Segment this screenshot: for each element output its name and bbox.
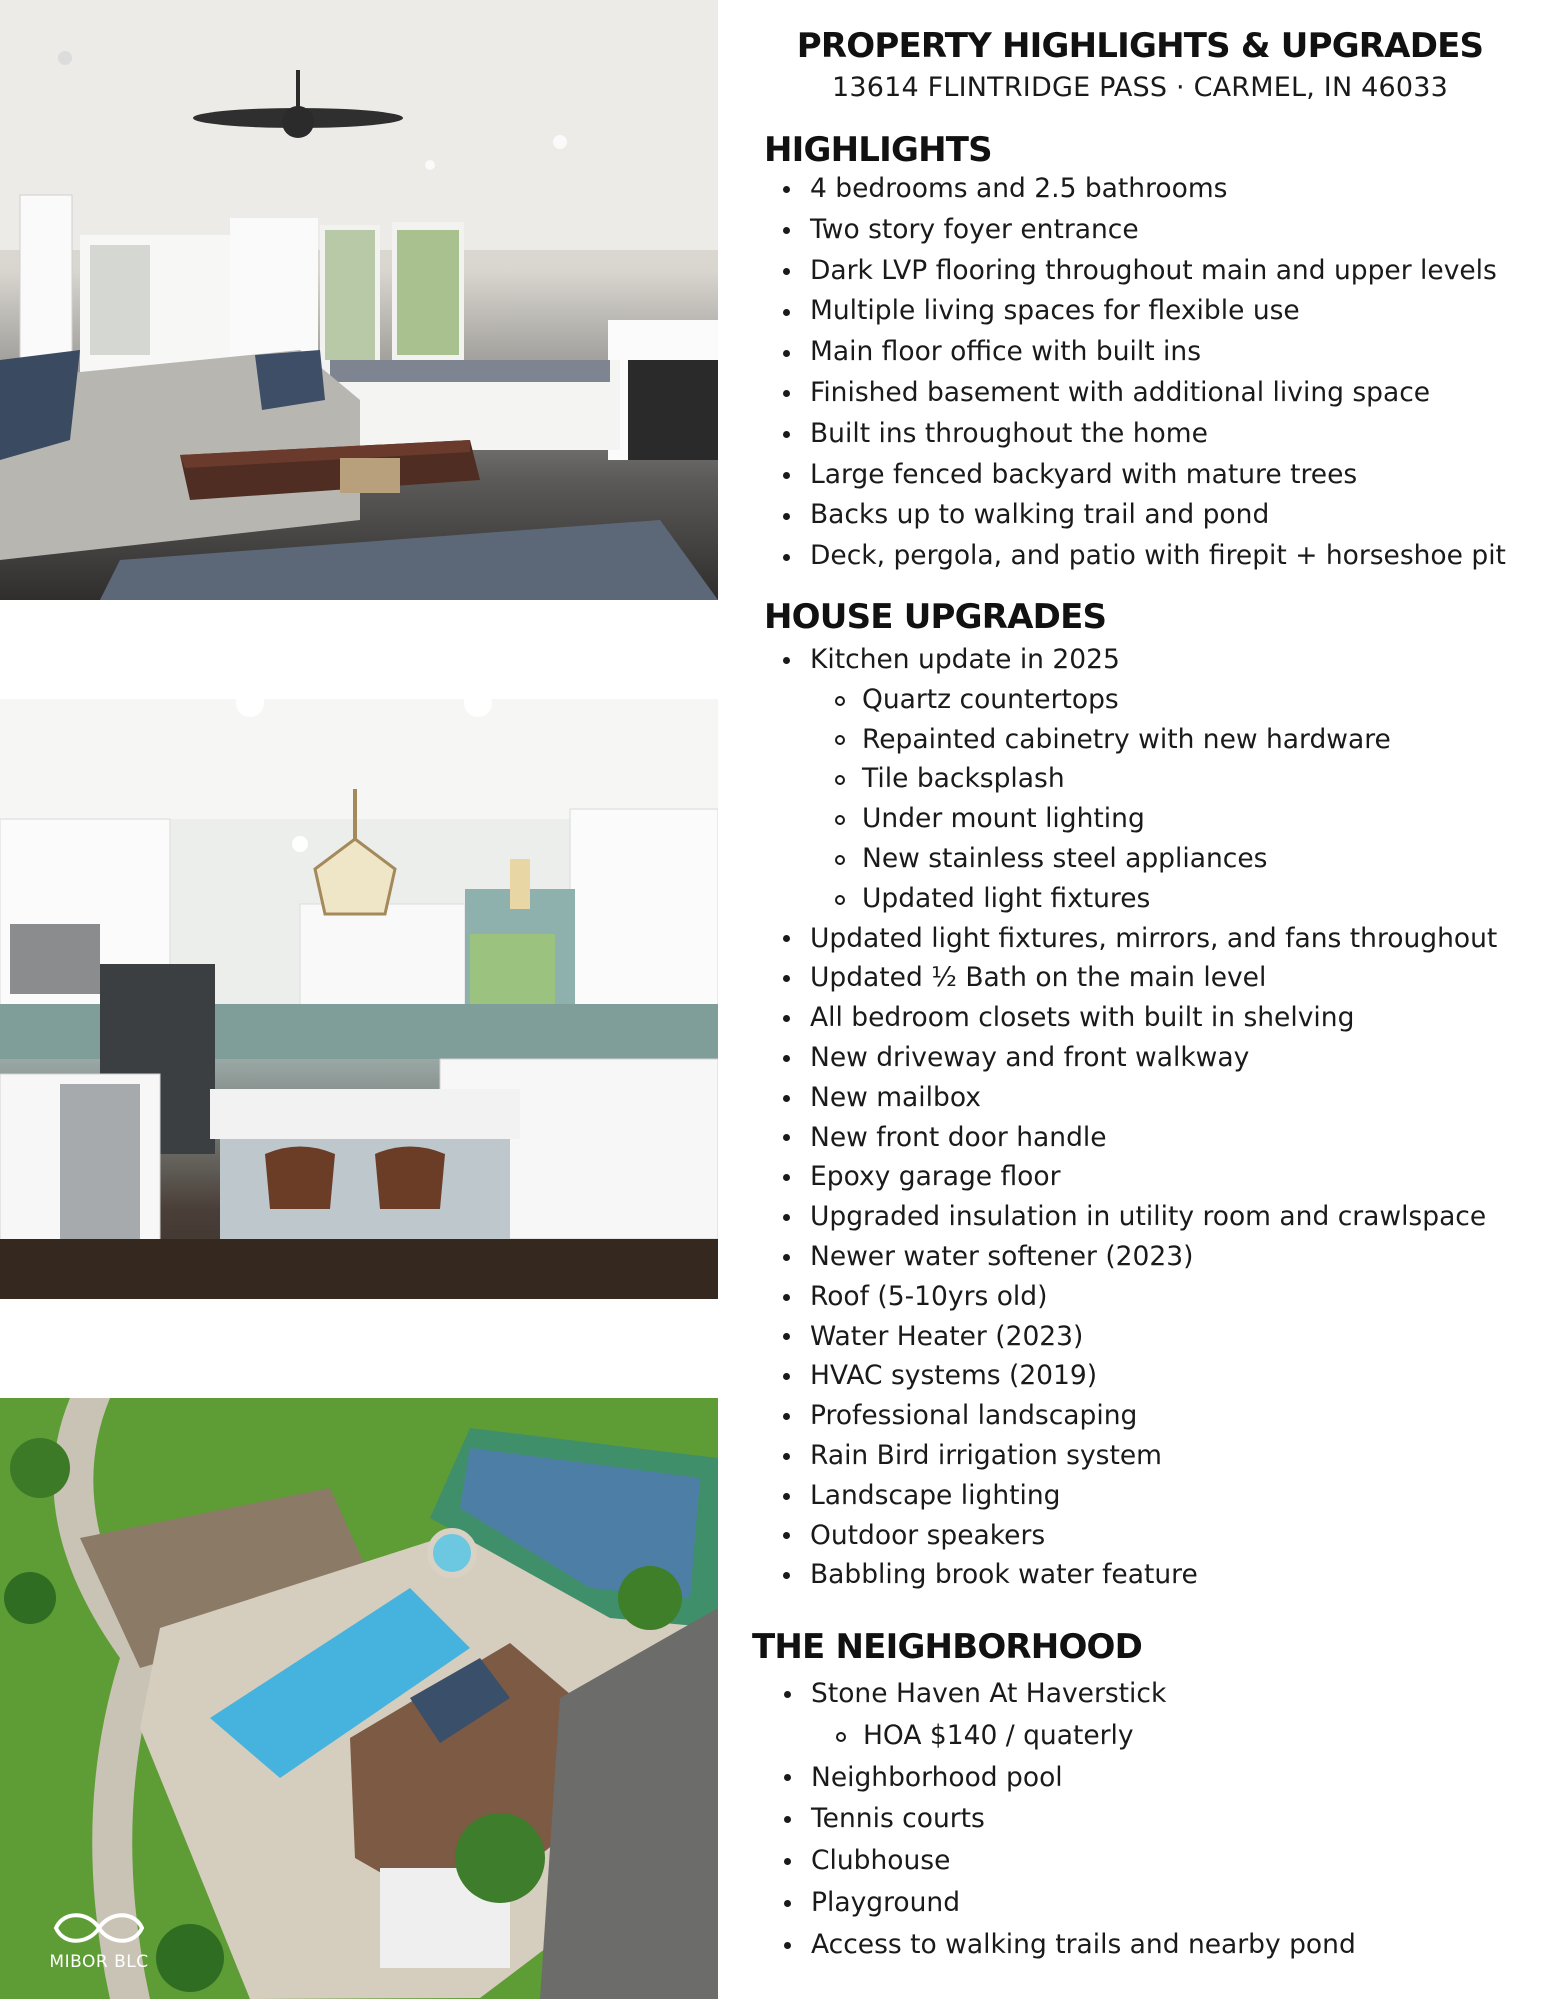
bullet-icon	[783, 186, 790, 193]
bullet-icon	[783, 1174, 790, 1181]
bullet-icon	[783, 657, 790, 664]
list-item-text: Updated light fixtures	[862, 882, 1151, 914]
sub-list-item	[810, 759, 1497, 799]
list-item-text: Multiple living spaces for flexible use	[810, 295, 1300, 327]
hollow-bullet-icon	[835, 735, 845, 745]
bullet-icon	[783, 513, 790, 520]
bullet-icon	[783, 1055, 790, 1062]
list-item	[810, 210, 1506, 251]
bullet-icon	[783, 1413, 790, 1420]
list-item-text: Quartz countertops	[862, 683, 1119, 715]
hollow-bullet-icon	[835, 775, 845, 785]
list-item-text: Tile backsplash	[862, 763, 1065, 795]
sub-list-item	[811, 1715, 1356, 1757]
list-item	[810, 414, 1506, 455]
list-item-text: Epoxy garage floor	[810, 1161, 1061, 1193]
list-item-text: Clubhouse	[811, 1845, 951, 1877]
hollow-bullet-icon	[835, 815, 845, 825]
kitchen-photo	[0, 699, 718, 1299]
list-item-text: New driveway and front walkway	[810, 1041, 1250, 1073]
bullet-icon	[783, 935, 790, 942]
list-item	[810, 373, 1506, 414]
list-item-text: Professional landscaping	[810, 1400, 1138, 1432]
list-item-text: Outdoor speakers	[810, 1519, 1046, 1551]
kitchen-illustration	[0, 699, 718, 1299]
list-item	[810, 1237, 1497, 1277]
list-item-text: Two story foyer entrance	[810, 213, 1139, 245]
list-item-text: Playground	[811, 1886, 961, 1918]
bullet-icon	[783, 1532, 790, 1539]
list-item-text: HOA $140 / quaterly	[863, 1719, 1134, 1751]
list-item	[810, 1157, 1497, 1197]
list-item-text: Stone Haven At Haverstick	[811, 1678, 1167, 1709]
list-item-text: Water Heater (2023)	[810, 1320, 1084, 1352]
list-item	[810, 495, 1506, 536]
list-item-text: Backs up to walking trail and pond	[810, 499, 1270, 531]
list-item-text: Neighborhood pool	[811, 1761, 1063, 1793]
hollow-bullet-icon	[835, 855, 845, 865]
neighborhood-list	[811, 1673, 1356, 1966]
list-item-text: Dark LVP flooring throughout main and upper levels	[810, 254, 1497, 286]
highlights-heading: HIGHLIGHTS	[764, 130, 992, 170]
list-item	[810, 919, 1497, 959]
list-item	[810, 1476, 1497, 1516]
list-item-text: Finished basement with additional living space	[810, 376, 1431, 408]
list-item	[810, 1516, 1497, 1556]
list-item	[810, 291, 1506, 332]
list-item	[811, 1757, 1356, 1799]
list-item-text: Upgraded insulation in utility room and crawlspace	[810, 1201, 1487, 1233]
sub-list-item	[810, 839, 1497, 879]
list-item	[810, 251, 1506, 292]
list-item	[810, 455, 1506, 496]
house-upgrades-list	[810, 640, 1497, 1595]
infinity-icon	[44, 1906, 154, 1950]
list-item-text: 4 bedrooms and 2.5 bathrooms	[810, 173, 1228, 204]
highlights-list	[810, 169, 1506, 577]
list-item-text: Updated ½ Bath on the main level	[810, 962, 1267, 994]
list-item	[810, 1038, 1497, 1078]
list-item-text: Main floor office with built ins	[810, 336, 1202, 368]
neighborhood-heading: THE NEIGHBORHOOD	[752, 1627, 1143, 1667]
bullet-icon	[783, 1095, 790, 1102]
bullet-icon	[784, 1942, 791, 1949]
mibor-blc-logo	[44, 1906, 154, 1974]
list-item-text: Roof (5-10yrs old)	[810, 1280, 1048, 1312]
logo-text: MIBOR BLC	[49, 1952, 149, 1972]
bullet-icon	[783, 268, 790, 275]
list-item	[810, 169, 1506, 210]
bullet-icon	[784, 1900, 791, 1907]
list-item	[810, 1078, 1497, 1118]
list-item-text: Babbling brook water feature	[810, 1559, 1198, 1591]
list-item-text: Deck, pergola, and patio with firepit + horseshoe pit	[810, 540, 1506, 572]
list-item	[810, 536, 1506, 577]
list-item-text: Tennis courts	[811, 1803, 985, 1835]
sub-list-item	[810, 720, 1497, 760]
list-item-text: HVAC systems (2019)	[810, 1360, 1098, 1392]
sub-list-item	[810, 680, 1497, 720]
living-room-photo	[0, 0, 718, 600]
house-upgrades-heading: HOUSE UPGRADES	[764, 597, 1107, 637]
bullet-icon	[783, 1214, 790, 1221]
bullet-icon	[783, 1254, 790, 1261]
list-item-text: Under mount lighting	[862, 803, 1145, 835]
list-item	[810, 1118, 1497, 1158]
hollow-bullet-icon	[835, 696, 845, 706]
bullet-icon	[784, 1691, 791, 1698]
property-address: 13614 FLINTRIDGE PASS · CARMEL, IN 46033	[831, 72, 1449, 103]
list-item-text: New front door handle	[810, 1121, 1107, 1153]
list-item	[810, 1356, 1497, 1396]
list-item	[811, 1882, 1356, 1924]
list-item	[810, 1277, 1497, 1317]
list-item-text: Built ins throughout the home	[810, 417, 1208, 449]
list-item	[810, 1197, 1497, 1237]
list-item	[810, 1317, 1497, 1357]
list-item-text: New mailbox	[810, 1081, 981, 1113]
list-item-text: Updated light fixtures, mirrors, and fans throughout	[810, 922, 1498, 954]
list-item-text: Rain Bird irrigation system	[810, 1439, 1162, 1471]
sub-list-item	[810, 879, 1497, 919]
list-item	[811, 1798, 1356, 1840]
list-item-text: Landscape lighting	[810, 1479, 1061, 1511]
bullet-icon	[783, 1453, 790, 1460]
bullet-icon	[783, 390, 790, 397]
list-item-text: New stainless steel appliances	[862, 842, 1268, 874]
bullet-icon	[783, 1134, 790, 1141]
list-item	[810, 1396, 1497, 1436]
bullet-icon	[784, 1858, 791, 1865]
list-item	[811, 1840, 1356, 1882]
bullet-icon	[783, 227, 790, 234]
bullet-icon	[784, 1774, 791, 1781]
list-item-text: Repainted cabinetry with new hardware	[862, 723, 1391, 755]
bullet-icon	[783, 1015, 790, 1022]
list-item	[810, 998, 1497, 1038]
bullet-icon	[784, 1816, 791, 1823]
list-item-text: Newer water softener (2023)	[810, 1240, 1194, 1272]
bullet-icon	[783, 1294, 790, 1301]
bullet-icon	[783, 975, 790, 982]
bullet-icon	[783, 1333, 790, 1340]
sub-list-item	[810, 799, 1497, 839]
list-item-text: Large fenced backyard with mature trees	[810, 458, 1358, 490]
list-item	[810, 958, 1497, 998]
list-item	[810, 1555, 1497, 1595]
list-item-text: Access to walking trails and nearby pond	[811, 1928, 1356, 1960]
bullet-icon	[783, 1572, 790, 1579]
bullet-icon	[783, 1493, 790, 1500]
bullet-icon	[783, 472, 790, 479]
list-item-text: All bedroom closets with built in shelving	[810, 1002, 1355, 1034]
living-room-illustration	[0, 0, 718, 600]
page-title: PROPERTY HIGHLIGHTS & UPGRADES	[796, 26, 1484, 66]
list-item-text: Kitchen update in 2025	[810, 644, 1120, 675]
bullet-icon	[783, 350, 790, 357]
hollow-bullet-icon	[835, 895, 845, 905]
hollow-bullet-icon	[836, 1732, 846, 1742]
bullet-icon	[783, 431, 790, 438]
list-item	[810, 640, 1497, 680]
bullet-icon	[783, 554, 790, 561]
bullet-icon	[783, 1373, 790, 1380]
list-item	[811, 1924, 1356, 1966]
list-item	[810, 332, 1506, 373]
list-item	[810, 1436, 1497, 1476]
list-item	[811, 1673, 1356, 1715]
bullet-icon	[783, 309, 790, 316]
